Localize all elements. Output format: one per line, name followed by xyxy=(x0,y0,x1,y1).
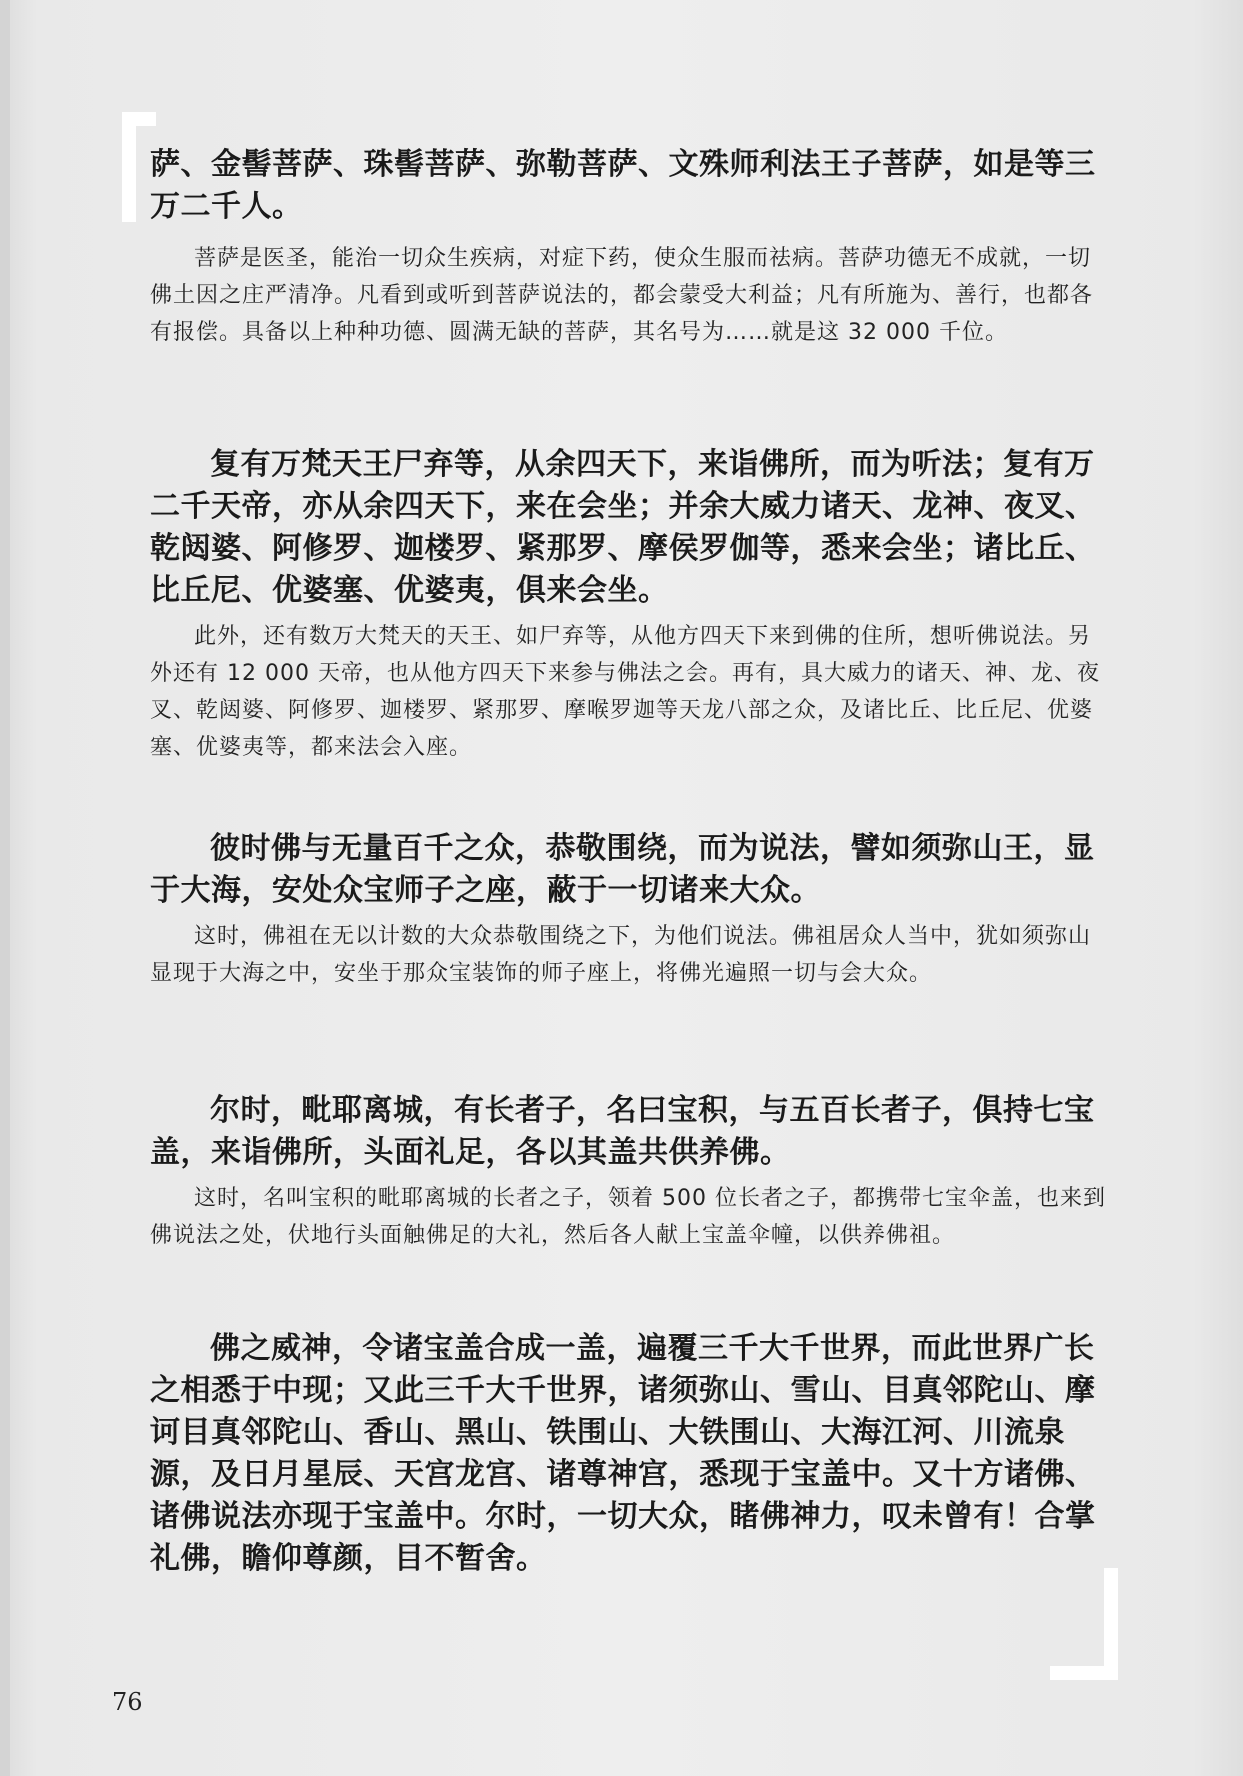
page-number: 76 xyxy=(112,1688,143,1716)
scripture-text: 彼时佛与无量百千之众，恭敬围绕，而为说法，譬如须弥山王，显于大海，安处众宝师子之座，蔽于一切诸来大众。 xyxy=(150,831,1095,908)
commentary-text: 这时，佛祖在无以计数的大众恭敬围绕之下，为他们说法。佛祖居众人当中，犹如须弥山显现于大海之中，安坐于那众宝装饰的师子座上，将佛光遍照一切与会大众。 xyxy=(150,924,1092,986)
commentary-text: 菩萨是医圣，能治一切众生疾病，对症下药，使众生服而祛病。菩萨功德无不成就，一切佛土因之庄严清净。凡看到或听到菩萨说法的，都会蒙受大利益；凡有所施为、善行，也都各有报偿。具备以上种种功德、圆满无缺的菩萨，其名号为……就是这 32 000 千位。 xyxy=(150,246,1094,345)
section-5 xyxy=(150,1328,1110,1580)
section-4 xyxy=(150,1090,1110,1254)
scripture-text: 萨、金髻菩萨、珠髻菩萨、弥勒菩萨、文殊师利法王子菩萨，如是等三万二千人。 xyxy=(150,147,1096,224)
page-edge-shadow xyxy=(0,0,10,1776)
commentary-text: 此外，还有数万大梵天的天王、如尸弃等，从他方四天下来到佛的住所，想听佛说法。另外还有 12 000 天帝，也从他方四天下来参与佛法之会。再有，具大威力的诸天、神、龙、夜叉、乾闼婆、阿修罗、迦楼罗、紧那罗、摩喉罗迦等天龙八部之众，及诸比丘、比丘尼、优婆塞、优婆夷等，都来法会入座。 xyxy=(150,624,1100,760)
corner-mark-bottom-right-bar xyxy=(1050,1666,1118,1680)
section-2 xyxy=(150,444,1110,766)
section-3 xyxy=(150,828,1110,992)
corner-mark-top-left xyxy=(122,112,136,222)
corner-mark-bottom-right xyxy=(1104,1568,1118,1680)
scripture-text: 复有万梵天王尸弃等，从余四天下，来诣佛所，而为听法；复有万二千天帝，亦从余四天下，来在会坐；并余大威力诸天、龙神、夜叉、乾闼婆、阿修罗、迦楼罗、紧那罗、摩侯罗伽等，悉来会坐；诸比丘、比丘尼、优婆塞、优婆夷，俱来会坐。 xyxy=(150,447,1096,608)
corner-mark-top-left-bar xyxy=(122,112,156,126)
scripture-text: 尔时，毗耶离城，有长者子，名曰宝积，与五百长者子，俱持七宝盖，来诣佛所，头面礼足，各以其盖共供养佛。 xyxy=(150,1093,1095,1170)
scripture-text: 佛之威神，令诸宝盖合成一盖，遍覆三千大千世界，而此世界广长之相悉于中现；又此三千大千世界，诸须弥山、雪山、目真邻陀山、摩诃目真邻陀山、香山、黑山、铁围山、大铁围山、大海江河、川流泉源，及日月星辰、天宫龙宫、诸尊神宫，悉现于宝盖中。又十方诸佛、诸佛说法亦现于宝盖中。尔时，一切大众，睹佛神力，叹未曾有！合掌礼佛，瞻仰尊颜，目不暂舍。 xyxy=(150,1331,1096,1576)
section-1 xyxy=(150,144,1110,351)
commentary-text: 这时，名叫宝积的毗耶离城的长者之子，领着 500 位长者之子，都携带七宝伞盖，也来到佛说法之处，伏地行头面触佛足的大礼，然后各人献上宝盖伞幢，以供养佛祖。 xyxy=(150,1186,1106,1248)
